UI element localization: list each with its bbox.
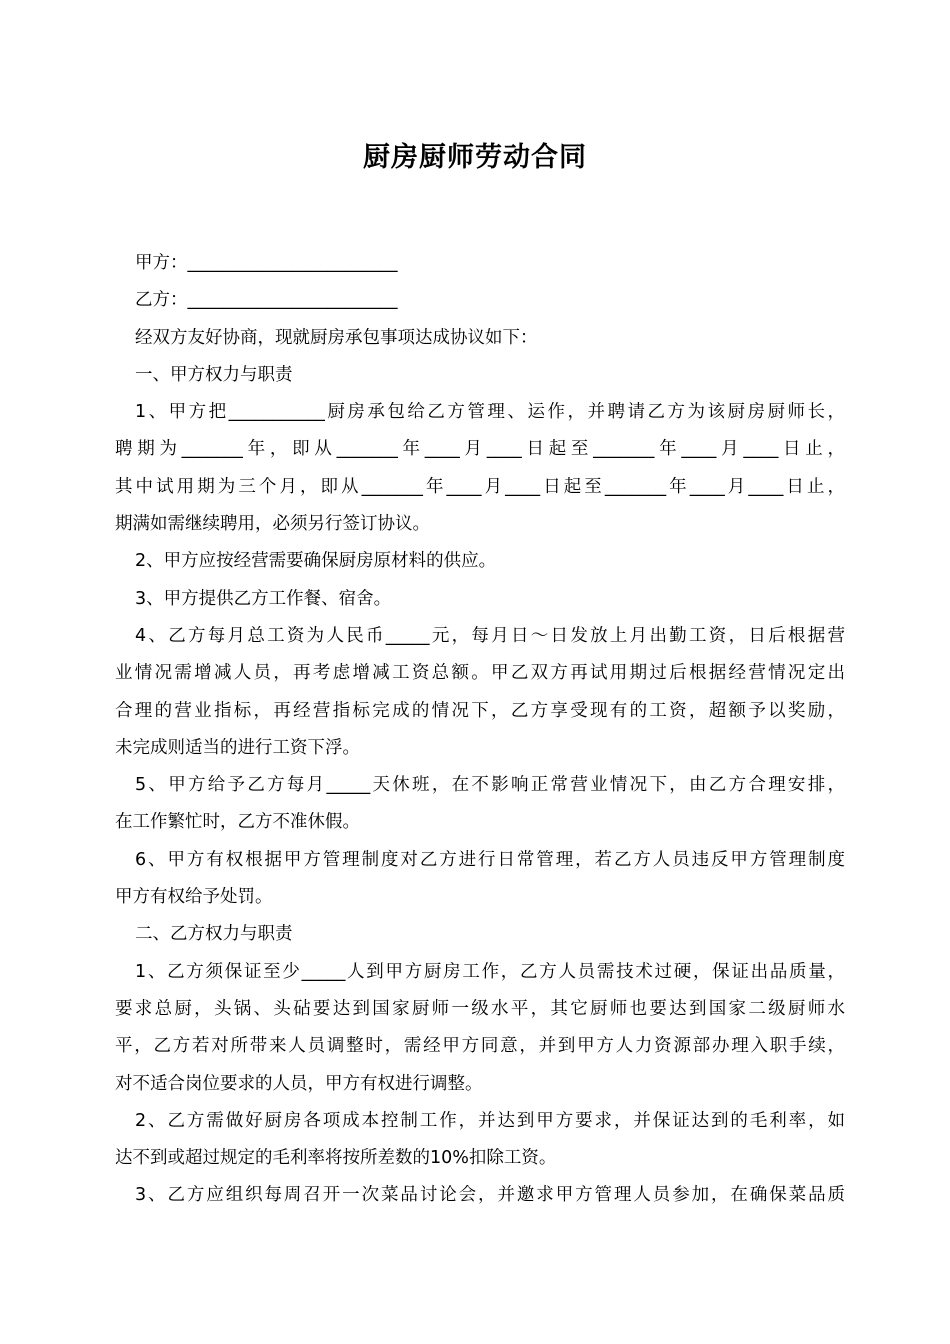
- preamble-line: 经双方友好协商，现就厨房承包事项达成协议如下：: [135, 327, 538, 348]
- text-line: 达不到或超过规定的毛利率将按所差数的10%扣除工资。: [115, 1148, 557, 1169]
- text-line: 1、甲方把___________厨房承包给乙方管理、运作，并聘请乙方为该厨房厨师长，: [135, 402, 845, 423]
- text-line: 3、乙方应组织每周召开一次菜品讨论会，并邀求甲方管理人员参加，在确保菜品质: [135, 1185, 845, 1206]
- document-body: [115, 245, 845, 1215]
- section-heading-1: 一、甲方权力与职责: [135, 364, 293, 385]
- text-line: 3、甲方提供乙方工作餐、宿舍。: [135, 588, 392, 609]
- text-line: 5、甲方给予乙方每月_____天休班，在不影响正常营业情况下，由乙方合理安排，: [135, 775, 845, 796]
- text-line: 业情况需增减人员，再考虑增减工资总额。甲乙双方再试用期过后根据经营情况定出: [115, 663, 845, 684]
- text-line: 在工作繁忙时，乙方不准休假。: [115, 812, 360, 833]
- text-line: 甲方有权给予处罚。: [115, 887, 273, 908]
- text-line: 其中试用期为三个月，即从_______年____月____日起至_______年____月____日止，: [115, 476, 845, 497]
- text-line: 未完成则适当的进行工资下浮。: [115, 737, 360, 758]
- text-line: 期满如需继续聘用，必须另行签订协议。: [115, 514, 430, 535]
- text-line: 合理的营业指标，再经营指标完成的情况下，乙方享受现有的工资，超额予以奖励，: [115, 700, 845, 721]
- party-b-line: 乙方：________________________: [135, 290, 398, 311]
- text-line: 聘期为_______年，即从_______年____月____日起至_______年____月____日止，: [115, 439, 845, 460]
- text-line: 1、乙方须保证至少_____人到甲方厨房工作，乙方人员需技术过硬，保证出品质量，: [135, 961, 845, 982]
- text-line: 平，乙方若对所带来人员调整时，需经甲方同意，并到甲方人力资源部办理入职手续，: [115, 1036, 845, 1057]
- text-line: 4、乙方每月总工资为人民币_____元，每月日～日发放上月出勤工资，日后根据营: [135, 625, 845, 646]
- text-line: 要求总厨，头锅、头砧要达到国家厨师一级水平，其它厨师也要达到国家二级厨师水: [115, 998, 845, 1019]
- text-line: 6、甲方有权根据甲方管理制度对乙方进行日常管理，若乙方人员违反甲方管理制度: [135, 849, 845, 870]
- text-line: 2、甲方应按经营需要确保厨房原材料的供应。: [135, 551, 497, 572]
- section-heading-2: 二、乙方权力与职责: [135, 924, 293, 945]
- document-title: 厨房厨师劳动合同: [363, 142, 587, 173]
- party-a-line: 甲方：________________________: [135, 253, 398, 273]
- text-line: 2、乙方需做好厨房各项成本控制工作，并达到甲方要求，并保证达到的毛利率，如: [135, 1110, 845, 1131]
- text-line: 对不适合岗位要求的人员，甲方有权进行调整。: [115, 1073, 483, 1094]
